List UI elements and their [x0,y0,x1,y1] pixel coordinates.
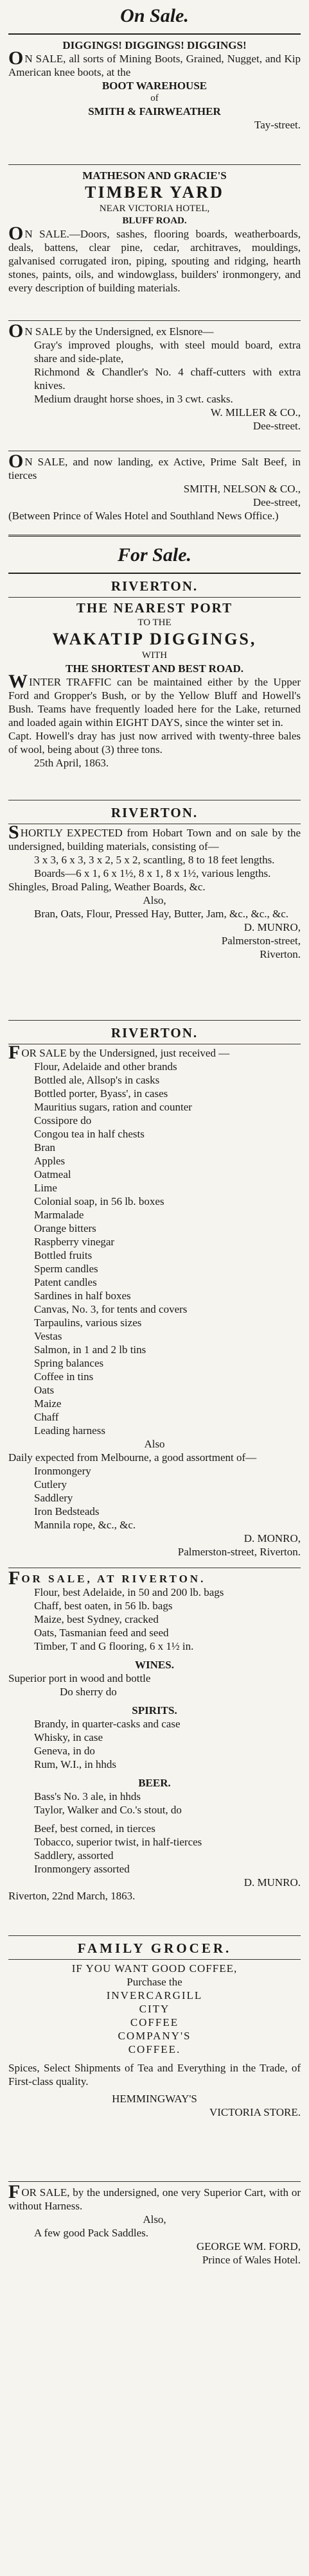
ad-signer: W. MILLER & CO., [210,406,301,419]
ad-line: MATHESON AND GRACIE'S [82,169,227,182]
ad-town: RIVERTON. [110,1025,199,1041]
ad-body: Capt. Howell's dray has just now arrived with twenty-three bales of wool, being about (3) three tons. [8,730,301,756]
ad-item: Maize, best Sydney, cracked [34,1613,159,1625]
ad-item: Bran, Oats, Flour, Pressed Hay, Butter, Jam, &c., &c., &c. [34,908,289,920]
ad-item: Richmond & Chandler's No. 4 chaff-cutters with extra knives. [34,366,301,392]
list-item: Bran [34,1141,56,1154]
list-item: Brandy, in quarter-casks and case [34,1718,181,1730]
ad-body: FOR SALE by the Undersigned, just received — [8,1042,230,1063]
list-item: Rum, W.I., in hhds [34,1758,116,1770]
list-item: Ironmongery assorted [34,1863,130,1875]
ad-town: RIVERTON. [110,578,199,594]
ad-item: Gray's improved ploughs, with steel mould board, extra share and side-plate, [34,339,301,365]
ad-subhead: SPIRITS. [132,1704,177,1716]
list-item: Chaff [34,1411,59,1423]
ad-smith-fairweather [8,39,301,160]
ad-body: WINTER TRAFFIC can be maintained either by the Upper Ford and Gropper's Bush, or by the Yellow Bluff and Howell's Bush. Teams have frequently loaded here for the Lake, returned and loaded again within EIGHT DAYS, since the winter set in. [8,671,301,729]
list-item: Canvas, No. 3, for tents and covers [34,1303,188,1315]
list-item: Mauritius sugars, ration and counter [34,1101,192,1113]
ad-body: FOR SALE, by the undersigned, one very Superior Cart, with or without Harness. [8,2181,301,2212]
list-item: Bottled porter, Byass', in cases [34,1087,168,1100]
ad-line: CITY [139,2003,170,2015]
ad-item: Shingles, Broad Paling, Weather Boards, &c. [8,881,206,893]
ad-signer: GEORGE WM. FORD, [196,2240,301,2252]
divider [8,597,301,598]
ad-line: BOOT WAREHOUSE [102,80,207,92]
ad-signer: D. MUNRO, [243,921,301,933]
ad-body: O N SALE.—Doors, sashes, flooring boards, weatherboards, deals, battens, clear pine, cedar, architraves, mouldings, galvanised corrugated iron, piping, spouting and ridging, hearth stones, paints, oils, and windowglass, builders' ironmongery, and every description of building materials. [8,223,301,294]
list-item: Raspberry vinegar [34,1236,115,1248]
ad-also: Also, [143,2213,166,2226]
list-item: Geneva, in do [34,1745,95,1757]
list-item: Congou tea in half chests [34,1128,145,1140]
ad-line: COFFEE. [128,2043,181,2055]
ad-body: Daily expected from Melbourne, a good assortment of— [8,1451,257,1464]
ad-item: Medium draught horse shoes, in 3 cwt. casks. [34,393,233,405]
list-item: Ironmongery [34,1465,91,1477]
goods-list [8,1060,301,1437]
ad-line: COFFEE [130,2016,179,2028]
divider [8,2181,301,2182]
ad-line: TO THE [137,618,172,628]
ad-address: Palmerston-street, [221,935,301,947]
list-item: Tobacco, superior twist, in half-tierces [34,1836,202,1848]
ad-item: Timber, T and G flooring, 6 x 1½ in. [34,1640,194,1652]
list-item: Colonial soap, in 56 lb. boxes [34,1195,164,1207]
ad-item: 3 x 3, 6 x 3, 3 x 2, 5 x 2, scantling, 8 to 18 feet lengths. [34,854,275,866]
list-item: Saddlery [34,1492,73,1504]
ad-also: Also [144,1438,165,1450]
list-item: Saddlery, assorted [34,1849,114,1862]
ad-line: COMPANY'S [118,2030,191,2042]
list-item: Cutlery [34,1478,67,1491]
ad-item: Superior port in wood and bottle [8,1672,151,1684]
divider [8,573,301,574]
ad-store: VICTORIA STORE. [209,2106,301,2118]
goods-list [8,1822,301,1876]
ad-line: Purchase the [127,1976,182,1988]
ad-smith-nelson [8,451,301,531]
ad-item: A few good Pack Saddles. [34,2227,149,2239]
list-item: Sperm candles [34,1263,98,1275]
ad-headline: FAMILY GROCER. [77,1941,232,1956]
for-sale-header: For Sale. [117,544,192,566]
ad-address: Prince of Wales Hotel. [202,2254,301,2266]
ad-headline: DIGGINGS! DIGGINGS! DIGGINGS! [62,39,247,51]
list-item: Bottled fruits [34,1249,93,1261]
ad-signer: D. MUNRO. [243,1876,301,1889]
list-item: Flour, Adelaide and other brands [34,1060,177,1073]
list-item: Salmon, in 1 and 2 lb tins [34,1344,146,1356]
ad-address: Riverton. [260,948,301,960]
ad-signer: HEMMINGWAY'S [112,2093,197,2105]
ad-date: Riverton, 22nd March, 1863. [8,1890,136,1902]
goods-list [8,1717,301,1771]
list-item: Whisky, in case [34,1731,103,1743]
ad-subhead: BEER. [138,1777,171,1789]
ad-matheson-gracie [8,169,301,316]
list-item: Mannila rope, &c., &c. [34,1519,136,1531]
ad-line: IF YOU WANT GOOD COFFEE, [71,1962,238,1975]
list-item: Coffee in tins [34,1370,94,1383]
list-item: Iron Bedsteads [34,1505,100,1517]
ad-item: Flour, best Adelaide, in 50 and 200 lb. bags [34,1586,224,1598]
ad-line: NEAR VICTORIA HOTEL, [99,203,210,214]
divider [8,320,301,321]
list-item: Bass's No. 3 ale, in hhds [34,1790,141,1802]
divider [8,1959,301,1960]
ad-note: (Between Prince of Wales Hotel and Southland News Office.) [8,510,279,522]
ad-line: SMITH & FAIRWEATHER [88,105,221,117]
ad-line: of [150,93,159,103]
goods-list [8,1790,301,1817]
ad-line: WITH [141,650,168,661]
list-item: Sardines in half boxes [34,1290,131,1302]
ad-munro-building [8,804,301,1016]
list-item: Maize [34,1397,62,1410]
divider [8,1935,301,1936]
list-item: Beef, best corned, in tierces [34,1822,155,1835]
ad-body: O N SALE, all sorts of Mining Boots, Grained, Nugget, and Kip American knee boots, at the [8,48,301,78]
ad-munro-goods [8,1024,301,1564]
ad-address: Dee-street, [252,496,301,508]
ad-town: RIVERTON. [110,805,199,820]
ad-family-grocer [8,1940,301,2177]
ad-item: Chaff, best oaten, in 56 lb. bags [34,1600,173,1612]
divider [8,33,301,35]
on-sale-header: On Sale. [120,5,189,26]
list-item: Taylor, Walker and Co.'s stout, do [34,1804,182,1816]
ad-line: INVERCARGILL [106,1989,203,2001]
ad-subhead: WINES. [135,1659,174,1671]
ad-miller [8,320,301,447]
ad-title: TIMBER YARD [85,183,224,202]
ad-address: Tay-street. [254,119,301,131]
ad-signer: D. MONRO, [243,1532,301,1544]
ad-wakatip [8,578,301,796]
list-item: Apples [34,1155,66,1167]
list-item: Spring balances [34,1357,104,1369]
ad-line: THE NEAREST PORT [76,600,233,616]
list-item: Tarpaulins, various sizes [34,1317,142,1329]
ad-body: O N SALE by the Undersigned, ex Elsnore— [8,320,214,341]
ad-item: Boards—6 x 1, 6 x 1½, 8 x 1, 8 x 1½, various lengths. [34,867,271,879]
ad-body: SHORTLY EXPECTED from Hobart Town and on sale by the undersigned, building materials, consisting of— [8,822,301,852]
ad-ford [8,2181,301,2282]
ad-item: Oats, Tasmanian feed and seed [34,1627,169,1639]
list-item: Oatmeal [34,1168,71,1180]
list-item: Lime [34,1182,57,1194]
ad-signer: SMITH, NELSON & CO., [183,483,301,495]
list-item: Vestas [34,1330,62,1342]
list-item: Marmalade [34,1209,84,1221]
ad-also: Also, [143,894,166,906]
ad-body: Spices, Select Shipments of Tea and Everything in the Trade, of First-class quality. [8,2062,301,2088]
ad-line: BLUFF ROAD. [122,216,187,226]
list-item: Orange bitters [34,1222,96,1234]
ad-body: FOR SALE, AT RIVERTON. [8,1568,206,1589]
list-item: Cossipore do [34,1114,92,1127]
list-item: Leading harness [34,1424,105,1437]
divider [8,535,301,537]
ad-address: Palmerston-street, Riverton. [177,1546,301,1558]
divider [8,1020,301,1021]
ad-body: O N SALE, and now landing, ex Active, Prime Salt Beef, in tierces [8,451,301,481]
list-item: Patent candles [34,1276,97,1288]
divider [8,164,301,165]
ad-title: WAKATIP DIGGINGS, [52,630,257,648]
ad-address: Dee-street. [252,420,301,432]
list-item: Oats [34,1384,55,1396]
ad-item: Do sherry do [60,1686,117,1698]
ad-date: 25th April, 1863. [34,757,109,769]
ad-munro-riverton [8,1568,301,1932]
goods-list [8,1464,301,1532]
list-item: Bottled ale, Allsop's in casks [34,1074,160,1086]
ad-line: THE SHORTEST AND BEST ROAD. [65,662,243,675]
